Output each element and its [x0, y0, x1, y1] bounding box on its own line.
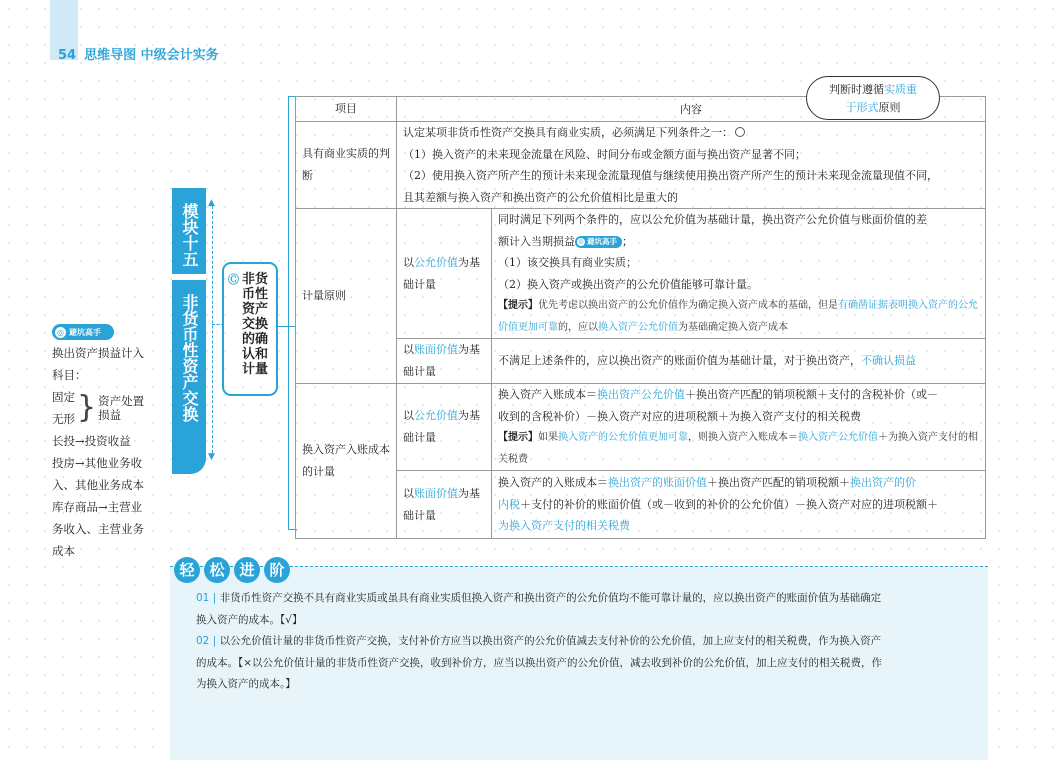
side-note-line: 损益	[98, 408, 122, 422]
fair-value-cost-content: 换入资产入账成本＝换出资产公允价值＋换出资产匹配的销项税额＋支付的含税补价（或－ 收到的含税补价）－换入资产对应的进项税额＋为换入资产支付的相关税费 【提示】如果换入资产的公允价值更加可靠，则换入资产入账成本＝换入资产公允价值＋为换入资产支付的相关税费	[492, 384, 986, 471]
row-label-measurement: 计量原则	[296, 209, 397, 384]
side-notes	[52, 342, 158, 562]
arrow-up-icon: ▲	[208, 198, 215, 208]
tip-note: 【提示】优先考虑以换出资产的公允价值作为确定换入资产成本的基础，但是有确凿证据表明换入资产的公允价值更加可靠的，应以换入资产公允价值为基础确定换入资产成本	[498, 300, 978, 333]
pitfall-tag: ◎ 避坑高手	[575, 236, 622, 248]
sublabel-fair-value: 以公允价值为基础计量	[397, 384, 492, 471]
module-number: 模块十五	[172, 188, 206, 274]
content-table	[295, 96, 986, 539]
side-note-line: 库存商品→主营业	[52, 500, 143, 514]
practice-title-char: 轻	[174, 557, 200, 583]
callout-cloud: 判断时遵循实质重 于形式原则	[806, 76, 940, 120]
subject-title: 非货币性资产交换的确认和计量	[241, 272, 268, 377]
module-bar	[172, 188, 206, 474]
circle-marker-icon	[735, 127, 745, 137]
practice-title	[174, 557, 290, 583]
row-label-commercial-substance: 具有商业实质的判断	[296, 122, 397, 209]
book-value-measurement-content: 不满足上述条件的，应以换出资产的账面价值为基础计量，对于换出资产，不确认损益	[492, 339, 986, 384]
header-item: 项目	[296, 97, 397, 122]
target-icon: ◎	[578, 237, 584, 245]
target-icon: ◎	[55, 327, 66, 338]
sublabel-book-value: 以账面价值为基础计量	[397, 471, 492, 539]
pitfall-tag-label: 避坑高手	[69, 327, 101, 337]
side-note-line: 长投→投资收益	[52, 434, 131, 448]
book-title: 思维导图 中级会计实务	[84, 48, 219, 63]
side-note-line: 成本	[52, 544, 75, 558]
header-content: 内容	[397, 97, 986, 122]
side-note-brace-group	[52, 386, 158, 430]
fair-value-measurement-content: 同时满足下列两个条件的，应以公允价值为基础计量，换出资产公允价值与账面价值的差 额计入当期损益 ◎ 避坑高手 ； （1）该交换具有商业实质； （2）换入资产或换出资产的公允价值能够可靠计量。 【提示】优先考虑以换出资产的公允价值作为确定换入资产成本的基础，但是有确凿证据表明换入资产的公允价值更加可靠的，应以换入资产公允价值为基础确定换入资产成本	[492, 209, 986, 339]
side-note-line: 科目：	[52, 368, 87, 382]
sublabel-fair-value: 以公允价值为基础计量	[397, 209, 492, 339]
page-number: 54	[58, 48, 77, 63]
arrow-down-icon: ▼	[208, 452, 215, 462]
practice-title-char: 松	[204, 557, 230, 583]
side-note-line: 固定	[52, 390, 75, 404]
practice-title-char: 进	[234, 557, 260, 583]
brace-icon: }	[77, 390, 97, 425]
page-header	[58, 44, 219, 63]
sublabel-book-value: 以账面价值为基础计量	[397, 339, 492, 384]
practice-item: 02 | 以公允价值计量的非货币性资产交换，支付补价方应当以换出资产的公允价值减去支付补价的公允价值，加上应支付的相关税费，作为换入资产	[196, 635, 882, 647]
practice-title-char: 阶	[264, 557, 290, 583]
swirl-icon: Ⓒ	[228, 273, 239, 286]
pitfall-tag	[52, 324, 114, 340]
book-value-cost-content: 换入资产的入账成本＝换出资产的账面价值＋换出资产匹配的销项税额＋换出资产的价 内税＋支付的补价的账面价值（或－收到的补价的公允价值）－换入资产对应的进项税额＋ 为换入资产支付的相关税费	[492, 471, 986, 539]
practice-item: 01 | 非货币性资产交换不具有商业实质或虽具有商业实质但换入资产和换出资产的公允价值均不能可靠计量的，应以换出资产的账面价值为基础确定	[196, 592, 882, 604]
tip-note: 【提示】如果换入资产的公允价值更加可靠，则换入资产入账成本＝换入资产公允价值＋为换入资产支付的相关税费	[498, 432, 978, 465]
connector-line	[212, 206, 213, 458]
side-note-line: 资产处置	[98, 394, 145, 408]
commercial-substance-content: 认定某项非货币性资产交换具有商业实质，必须满足下列条件之一： （1）换入资产的未来现金流量在风险、时间分布或金额方面与换出资产显著不同； （2）使用换入资产所产生的预计未来现金流量现值与继续使用换出资产所产生的预计未来现金流量现值不同， 且其差额与换入资产和换出资产的公允价值相比是重大的	[397, 122, 986, 209]
row-label-entry-cost: 换入资产入账成本的计量	[296, 384, 397, 539]
module-title: 非货币性资产交换	[172, 280, 206, 474]
side-note-line: 无形	[52, 412, 75, 426]
subject-box	[222, 262, 278, 396]
side-note-line: 务收入、主营业务	[52, 522, 144, 536]
practice-list: 01 | 非货币性资产交换不具有商业实质或虽具有商业实质但换入资产和换出资产的公允价值均不能可靠计量的，应以换出资产的账面价值为基础确定 换入资产的成本。【√】 02 | 以公允价值计量的非货币性资产交换，支付补价方应当以换出资产的公允价值减去支付补价的公允价值，加上应支付的相关税费，作为换入资产 的成本。【×以公允价值计量的非货币性资产交换，收到补价方，应当以换出资产的公允价值，减去收到补价的公允价值，加上应支付的相关税费，作 为换入资产的成本。】	[196, 588, 980, 696]
side-note-line: 换出资产损益计入	[52, 346, 144, 360]
side-note-line: 投房→其他业务收	[52, 456, 143, 470]
side-note-line: 入、其他业务成本	[52, 478, 144, 492]
